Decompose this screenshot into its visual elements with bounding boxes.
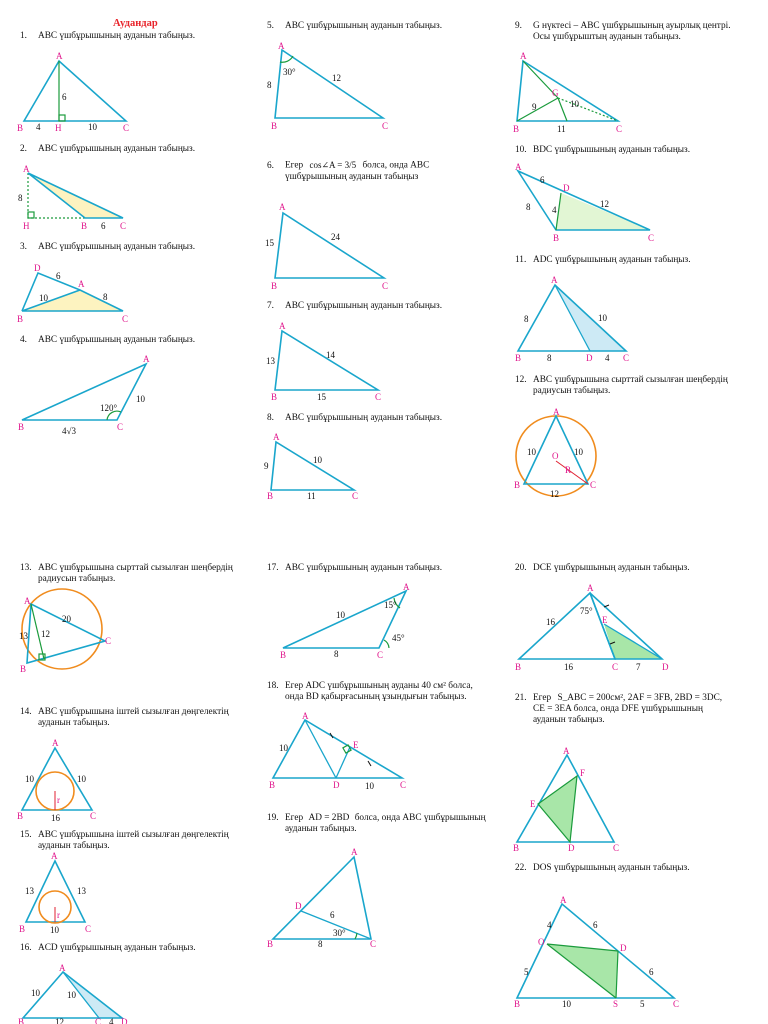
figure-8 xyxy=(262,432,372,504)
svg-text:10: 10 xyxy=(279,743,288,753)
svg-text:10: 10 xyxy=(313,455,322,465)
svg-text:C: C xyxy=(375,392,382,402)
svg-text:r: r xyxy=(57,910,60,920)
svg-text:4: 4 xyxy=(547,920,552,930)
svg-text:15°: 15° xyxy=(384,600,397,610)
svg-text:S: S xyxy=(613,999,619,1009)
figure-14 xyxy=(15,737,115,822)
svg-text:8: 8 xyxy=(318,939,323,949)
figure-3 xyxy=(15,262,135,324)
svg-text:24: 24 xyxy=(331,232,340,242)
svg-text:A: A xyxy=(56,51,63,61)
svg-text:A: A xyxy=(23,164,30,174)
svg-text:D: D xyxy=(121,1017,128,1024)
svg-text:15: 15 xyxy=(265,238,274,248)
svg-text:12: 12 xyxy=(332,73,341,83)
svg-text:10: 10 xyxy=(25,774,34,784)
svg-text:C: C xyxy=(377,650,384,660)
figure-16 xyxy=(15,962,135,1024)
svg-text:75°: 75° xyxy=(580,606,593,616)
formula-sabc: S_ABC = 200см², 2AF = 3FB, 2BD = 3DC, xyxy=(557,693,723,703)
svg-text:B: B xyxy=(513,124,520,134)
figure-9 xyxy=(510,50,630,136)
figure-15 xyxy=(15,852,115,934)
svg-text:C: C xyxy=(117,422,124,432)
svg-text:A: A xyxy=(302,711,309,721)
svg-text:C: C xyxy=(123,123,130,133)
svg-text:6: 6 xyxy=(540,175,545,185)
svg-text:9: 9 xyxy=(532,102,537,112)
svg-text:8: 8 xyxy=(18,193,23,203)
svg-text:13: 13 xyxy=(25,886,34,896)
figure-18 xyxy=(262,710,412,792)
svg-text:C: C xyxy=(95,1017,102,1024)
svg-text:15: 15 xyxy=(317,392,326,402)
svg-text:C: C xyxy=(613,843,620,853)
problem-14: 14. ABC үшбұрышына іштей сызылған дөңгелектің ауданын табыңыз. xyxy=(20,707,229,728)
svg-text:13: 13 xyxy=(266,356,275,366)
figure-5 xyxy=(262,40,397,132)
svg-text:G: G xyxy=(552,88,559,98)
figure-6 xyxy=(262,200,397,292)
figure-10 xyxy=(510,163,660,245)
svg-text:12: 12 xyxy=(41,629,50,639)
problem-15: 15. ABC үшбұрышына іштей сызылған дөңгелектің ауданын табыңыз. xyxy=(20,830,229,851)
svg-text:C: C xyxy=(400,780,407,790)
svg-text:A: A xyxy=(143,354,150,364)
svg-text:C: C xyxy=(382,281,389,291)
svg-text:C: C xyxy=(616,124,623,134)
svg-text:10: 10 xyxy=(365,781,374,791)
svg-text:30°: 30° xyxy=(333,928,346,938)
svg-text:10: 10 xyxy=(598,313,607,323)
svg-text:6: 6 xyxy=(62,92,67,102)
svg-text:A: A xyxy=(278,41,285,51)
svg-text:8: 8 xyxy=(547,353,552,363)
figure-4 xyxy=(15,352,160,437)
problem-18: 18. Егер ADC үшбұрышының ауданы 40 см² болса, онда BD қабырғасының ұзындығын табыңыз. xyxy=(267,681,473,702)
figure-1 xyxy=(15,50,135,135)
svg-text:30°: 30° xyxy=(283,67,296,77)
svg-text:10: 10 xyxy=(136,394,145,404)
svg-text:B: B xyxy=(18,1017,25,1024)
problem-6: 6. Егер cos∠A = 3/5 болса, онда ABC үшбұрышының ауданын табыңыз xyxy=(267,160,430,182)
svg-text:5: 5 xyxy=(524,967,529,977)
svg-text:10: 10 xyxy=(39,293,48,303)
svg-text:O: O xyxy=(552,451,559,461)
formula-ad: AD = 2BD xyxy=(308,813,350,823)
svg-text:10: 10 xyxy=(31,988,40,998)
problem-9: 9. G нүктесі – ABC үшбұрышының ауырлық центрі. Осы үшбұрыштың ауданын табыңыз. xyxy=(515,21,731,42)
svg-text:10: 10 xyxy=(50,925,59,935)
svg-text:7: 7 xyxy=(636,662,641,672)
svg-text:12: 12 xyxy=(55,1017,64,1024)
svg-text:B: B xyxy=(280,650,287,660)
svg-text:C: C xyxy=(122,314,129,324)
problem-4: 4. ABC үшбұрышының ауданын табыңыз. xyxy=(20,335,196,345)
svg-text:45°: 45° xyxy=(392,633,405,643)
svg-text:H: H xyxy=(23,221,30,231)
svg-text:C: C xyxy=(612,662,619,672)
figure-19 xyxy=(262,846,392,951)
svg-text:6: 6 xyxy=(56,271,61,281)
problem-21: 21. Егер S_ABC = 200см², 2AF = 3FB, 2BD = 3DC, CE = 3EA болса, онда DFE үшбұрышының ауданын табыңыз. xyxy=(515,693,723,725)
svg-text:9: 9 xyxy=(264,461,269,471)
problem-1: 1. ABC үшбұрышының ауданын табыңыз. xyxy=(20,31,196,41)
svg-text:4: 4 xyxy=(109,1017,114,1024)
svg-text:10: 10 xyxy=(570,99,579,109)
figure-20 xyxy=(510,582,670,672)
svg-text:B: B xyxy=(20,664,27,674)
svg-text:E: E xyxy=(353,740,359,750)
svg-text:D: D xyxy=(295,901,302,911)
svg-text:C: C xyxy=(120,221,127,231)
svg-text:D: D xyxy=(333,780,340,790)
svg-text:E: E xyxy=(602,615,608,625)
problem-12: 12. ABC үшбұрышына сырттай сызылған шеңбердің радиусын табыңыз. xyxy=(515,375,728,396)
svg-text:C: C xyxy=(673,999,680,1009)
svg-text:8: 8 xyxy=(267,80,272,90)
svg-text:A: A xyxy=(279,321,286,331)
svg-text:10: 10 xyxy=(67,990,76,1000)
problem-11: 11. ADC үшбұрышының ауданын табыңыз. xyxy=(515,255,691,265)
problem-20: 20. DCE үшбұрышының ауданын табыңыз. xyxy=(515,563,690,573)
svg-text:14: 14 xyxy=(326,350,335,360)
svg-text:5: 5 xyxy=(640,999,645,1009)
svg-text:D: D xyxy=(563,183,570,193)
svg-text:C: C xyxy=(105,636,112,646)
figure-12 xyxy=(510,407,610,502)
svg-text:11: 11 xyxy=(307,491,316,501)
svg-text:B: B xyxy=(553,233,560,243)
svg-text:B: B xyxy=(271,281,278,291)
svg-text:A: A xyxy=(52,738,59,748)
problem-5: 5. ABC үшбұрышының ауданын табыңыз. xyxy=(267,21,443,31)
svg-text:C: C xyxy=(352,491,359,501)
svg-text:16: 16 xyxy=(546,617,555,627)
svg-text:F: F xyxy=(580,768,586,778)
problem-19: 19. Егер AD = 2BD болса, онда ABC үшбұрышының ауданын табыңыз. xyxy=(267,813,486,834)
problem-16: 16. ACD үшбұрышының ауданын табыңыз. xyxy=(20,943,196,953)
formula-ce: CE = 3EA xyxy=(533,704,572,714)
figure-21 xyxy=(510,745,630,853)
svg-text:B: B xyxy=(17,123,24,133)
svg-text:B: B xyxy=(513,843,520,853)
svg-text:C: C xyxy=(382,121,389,131)
svg-text:B: B xyxy=(19,924,26,934)
svg-text:E: E xyxy=(530,799,536,809)
svg-text:A: A xyxy=(587,583,594,593)
problem-13: 13. ABC үшбұрышына сырттай сызылған шеңбердің радиусын табыңыз. xyxy=(20,563,233,584)
svg-text:C: C xyxy=(590,480,597,490)
svg-text:B: B xyxy=(267,491,274,501)
svg-text:O: O xyxy=(538,937,545,947)
svg-text:C: C xyxy=(90,811,97,821)
svg-text:12: 12 xyxy=(550,489,559,499)
svg-text:B: B xyxy=(269,780,276,790)
svg-text:6: 6 xyxy=(649,967,654,977)
svg-text:A: A xyxy=(403,582,410,592)
svg-text:6: 6 xyxy=(593,920,598,930)
page-title: Аудандар xyxy=(113,18,158,29)
svg-text:D: D xyxy=(568,843,575,853)
svg-text:R: R xyxy=(565,465,572,475)
svg-text:A: A xyxy=(520,51,527,61)
svg-text:10: 10 xyxy=(336,610,345,620)
svg-text:4√3: 4√3 xyxy=(62,426,76,436)
svg-text:6: 6 xyxy=(330,910,335,920)
figure-13 xyxy=(15,590,120,675)
svg-text:A: A xyxy=(563,746,570,756)
figure-22 xyxy=(510,893,690,1018)
svg-text:10: 10 xyxy=(77,774,86,784)
figure-11 xyxy=(510,272,640,364)
svg-text:D: D xyxy=(586,353,593,363)
svg-text:10: 10 xyxy=(562,999,571,1009)
svg-text:20: 20 xyxy=(62,614,71,624)
svg-text:13: 13 xyxy=(19,631,28,641)
svg-text:8: 8 xyxy=(524,314,529,324)
svg-text:4: 4 xyxy=(605,353,610,363)
figure-2 xyxy=(15,163,135,235)
svg-text:12: 12 xyxy=(600,199,609,209)
svg-text:B: B xyxy=(514,999,521,1009)
problem-10: 10. BDC үшбұрышының ауданын табыңыз. xyxy=(515,145,691,155)
svg-text:B: B xyxy=(17,314,24,324)
svg-text:B: B xyxy=(267,939,274,949)
svg-text:B: B xyxy=(271,392,278,402)
svg-text:A: A xyxy=(59,963,66,973)
svg-text:4: 4 xyxy=(552,205,557,215)
svg-text:11: 11 xyxy=(557,124,566,134)
svg-text:A: A xyxy=(78,279,85,289)
problem-17: 17. ABC үшбұрышының ауданын табыңыз. xyxy=(267,563,443,573)
svg-text:A: A xyxy=(515,162,522,172)
problem-8: 8. ABC үшбұрышының ауданын табыңыз. xyxy=(267,413,443,423)
problem-22: 22. DOS үшбұрышының ауданын табыңыз. xyxy=(515,863,690,873)
svg-text:B: B xyxy=(271,121,278,131)
svg-text:r: r xyxy=(57,795,60,805)
svg-text:A: A xyxy=(24,596,31,606)
svg-text:D: D xyxy=(34,263,41,273)
svg-text:6: 6 xyxy=(101,221,106,231)
svg-text:10: 10 xyxy=(88,122,97,132)
svg-text:4: 4 xyxy=(36,122,41,132)
svg-text:A: A xyxy=(551,275,558,285)
svg-text:C: C xyxy=(623,353,630,363)
svg-text:8: 8 xyxy=(103,292,108,302)
svg-text:A: A xyxy=(273,432,280,442)
svg-text:8: 8 xyxy=(526,202,531,212)
problem-7: 7. ABC үшбұрышының ауданын табыңыз. xyxy=(267,301,443,311)
svg-text:8: 8 xyxy=(334,649,339,659)
svg-text:A: A xyxy=(553,407,560,417)
svg-text:C: C xyxy=(648,233,655,243)
svg-text:10: 10 xyxy=(574,447,583,457)
svg-text:B: B xyxy=(514,480,521,490)
svg-text:B: B xyxy=(81,221,88,231)
problem-3: 3. ABC үшбұрышының ауданын табыңыз. xyxy=(20,242,196,252)
figure-7 xyxy=(262,320,397,405)
svg-text:A: A xyxy=(351,847,358,857)
svg-text:A: A xyxy=(560,895,567,905)
svg-text:C: C xyxy=(85,924,92,934)
svg-text:B: B xyxy=(18,422,25,432)
svg-text:120°: 120° xyxy=(100,403,118,413)
formula-cos: cos∠A = 3/5 xyxy=(309,160,357,170)
svg-text:A: A xyxy=(51,851,58,861)
svg-text:H: H xyxy=(55,123,62,133)
svg-text:16: 16 xyxy=(564,662,573,672)
svg-text:C: C xyxy=(370,939,377,949)
svg-text:10: 10 xyxy=(527,447,536,457)
svg-text:D: D xyxy=(620,943,627,953)
problem-2: 2. ABC үшбұрышының ауданын табыңыз. xyxy=(20,144,196,154)
figure-17 xyxy=(262,580,422,662)
svg-text:B: B xyxy=(515,662,522,672)
svg-text:16: 16 xyxy=(51,813,60,823)
svg-text:D: D xyxy=(662,662,669,672)
svg-text:13: 13 xyxy=(77,886,86,896)
svg-text:A: A xyxy=(279,202,286,212)
svg-text:B: B xyxy=(17,811,24,821)
svg-text:B: B xyxy=(515,353,522,363)
